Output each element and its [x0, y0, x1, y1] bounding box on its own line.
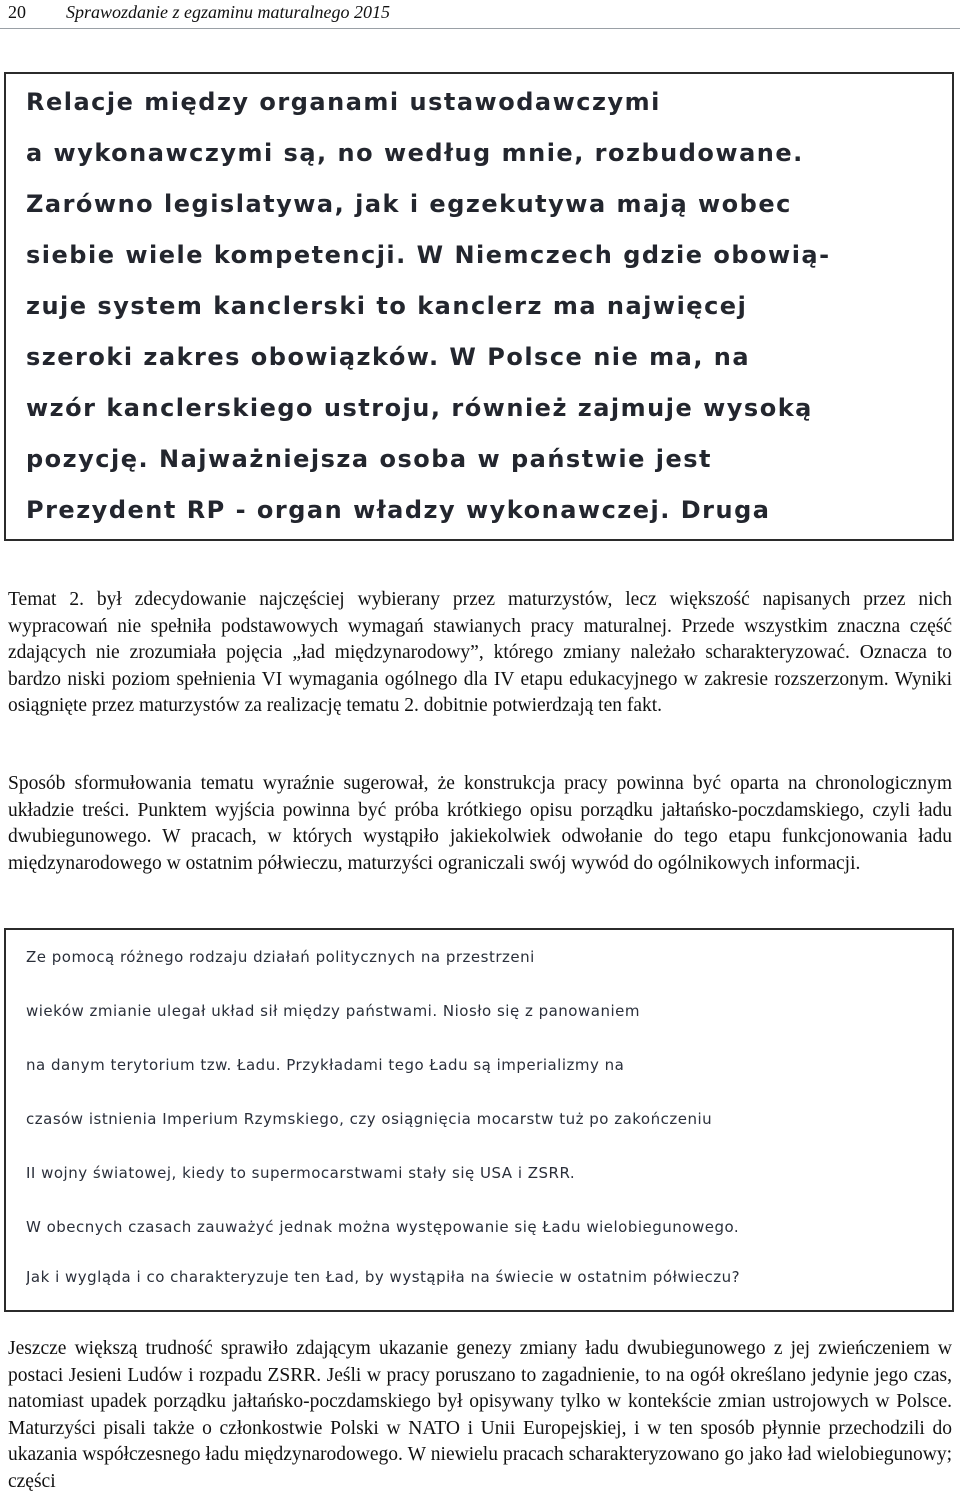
header-title: Sprawozdanie z egzaminu maturalnego 2015 [66, 2, 390, 22]
paragraph-geneza: Jeszcze większą trudność sprawiło zdającym ukazanie genezy zmiany ładu dwubiegunowego z jej zwieńczeniem w postaci Jesieni Ludów i rozpadu ZSRR. Jeśli w pracy poruszano to zagadnienie, to na ogół określano jedynie jego czas, natomiast upadek porządku jałtańsko-poczdamskiego był opisywany tylko w kontekście zmian ustrojowych w Polsce. Maturzyści pisali także o członkostwie Polski w NATO i Unii Europejskiej, i w ten sposób płynnie przechodzili do ukazania współczesnego ładu międzynarodowego. W niewielu pracach scharakteryzowano go jako ład wielobiegunowy; części [8, 1338, 952, 1492]
handwriting-scan-1 [4, 72, 954, 541]
handwritten-line: Zarówno legislatywa, jak i egzekutywa mają wobec [26, 190, 792, 218]
handwritten-line: siebie wiele kompetencji. W Niemczech gdzie obowią- [26, 241, 831, 269]
handwritten-line: Ze pomocą różnego rodzaju działań politycznych na przestrzeni [26, 948, 535, 966]
handwriting-scan-2 [4, 928, 954, 1312]
handwritten-line: a wykonawczymi są, no według mnie, rozbudowane. [26, 139, 804, 167]
paragraph-temat-2: Temat 2. był zdecydowanie najczęściej wybierany przez maturzystów, lecz większość napisanych przez nich wypracowań nie spełniła podstawowych wymagań stawianych pracy maturalnej. Przede wszystkim znaczna część zdających nie zrozumiała pojęcia „ład międzynarodowy”, którego zmiany należało scharakteryzować. Oznacza to bardzo niski poziom spełnienia VI wymagania ogólnego dla IV etapu edukacyjnego w zakresie rozszerzonym. Wyniki osiągnięte przez maturzystów za realizację tematu 2. dobitnie potwierdzają ten fakt. [8, 589, 952, 716]
handwritten-line: wieków zmianie ulegał układ sił między państwami. Niosło się z panowaniem [26, 1002, 640, 1020]
handwritten-line: zuje system kanclerski to kanclerz ma najwięcej [26, 292, 748, 320]
running-header [8, 2, 952, 28]
handwritten-line: II wojny światowej, kiedy to supermocarstwami stały się USA i ZSRR. [26, 1164, 576, 1182]
handwritten-line: wzór kanclerskiego ustroju, również zajmuje wysoką [26, 394, 813, 422]
handwritten-line: Jak i wygląda i co charakteryzuje ten Ład, by wystąpiła na świecie w ostatnim półwieczu? [26, 1268, 741, 1286]
page-number: 20 [8, 2, 26, 22]
paragraph-sformulowanie: Sposób sformułowania tematu wyraźnie sugerował, że konstrukcja pracy powinna być oparta na chronologicznym układzie treści. Punktem wyjścia powinna być próba krótkiego opisu porządku jałtańsko-poczdamskiego, czyli ładu dwubiegunowego. W pracach, w których wystąpiło jakiekolwiek odwołanie do tego etapu funkcjonowania ładu międzynarodowego w ostatnim półwieczu, maturzyści ograniczali swój wywód do ogólnikowych informacji. [8, 773, 952, 874]
handwritten-line: Relacje między organami ustawodawczymi [26, 88, 661, 116]
handwritten-line: na danym terytorium tzw. Ładu. Przykładami tego Ładu są imperializmy na [26, 1056, 625, 1074]
handwritten-line: czasów istnienia Imperium Rzymskiego, czy osiągnięcia mocarstw tuż po zakończeniu [26, 1110, 713, 1128]
handwritten-line: W obecnych czasach zauważyć jednak można występowanie się Ładu wielobiegunowego. [26, 1218, 740, 1236]
handwritten-line: pozycję. Najważniejsza osoba w państwie jest [26, 445, 712, 473]
handwritten-line: Prezydent RP - organ władzy wykonawczej. Druga [26, 496, 771, 524]
handwritten-line: szeroki zakres obowiązków. W Polsce nie ma, na [26, 343, 751, 371]
header-rule [0, 28, 960, 29]
